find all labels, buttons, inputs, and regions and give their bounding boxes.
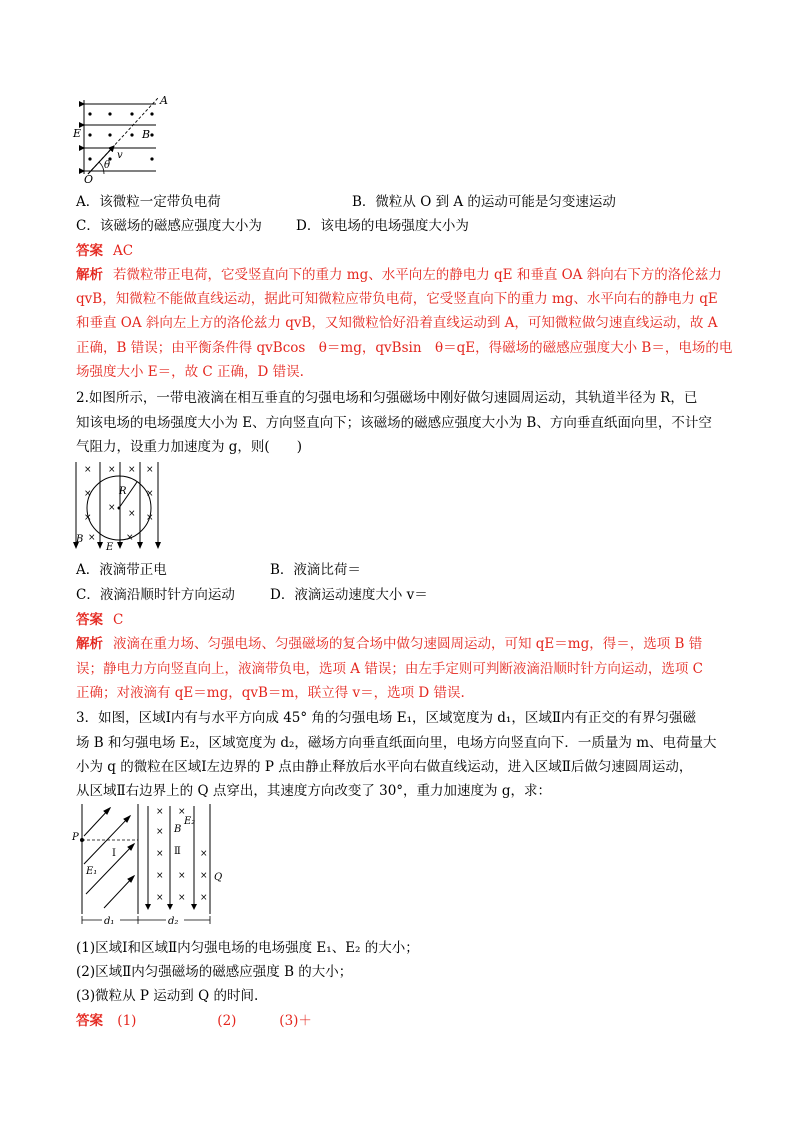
label-R: R: [119, 486, 127, 497]
answer-value: AC: [113, 243, 134, 259]
label-B: B: [76, 534, 84, 545]
q1-analysis-line-3: 和垂直 OA 斜向左上方的洛伦兹力 qvB，又知微粒恰好沿着直线运动到 A，可知微粒做匀速直线运动，故 A: [76, 315, 718, 331]
q1-answer: [76, 241, 133, 261]
answer-part-2: (2): [217, 1013, 237, 1029]
figure-2: [70, 458, 170, 554]
cross-mark: ×: [156, 807, 164, 817]
figure-1: [70, 92, 180, 184]
cross-mark: ×: [146, 465, 154, 475]
label-B: B: [142, 128, 151, 141]
figure-3: [70, 802, 230, 930]
q1-option-b: B．微粒从 O 到 A 的运动可能是匀变速运动: [352, 194, 616, 210]
q2-option-d: D．液滴运动速度大小 v＝: [270, 587, 428, 603]
q1-analysis-line-5: 场强度大小 E＝，故 C 正确，D 错误.: [76, 364, 304, 380]
analysis-label: 解析: [76, 636, 103, 652]
q3-sub-3: (3)微粒从 P 运动到 Q 的时间.: [76, 988, 259, 1004]
analysis-label: 解析: [76, 267, 103, 283]
cross-mark: ×: [178, 871, 186, 881]
cross-mark: ×: [178, 893, 186, 903]
label-I: Ⅰ: [112, 848, 116, 859]
cross-mark: ×: [156, 871, 164, 881]
cross-mark: ×: [128, 465, 136, 475]
label-E: E: [73, 127, 82, 140]
q2-stem-line-2: 知该电场的电场强度大小为 E、方向竖直向下；该磁场的磁感应强度大小为 B、方向垂直纸面向里，不计空: [76, 415, 712, 431]
cross-mark: ×: [156, 849, 164, 859]
q2-stem-line-3: 气阻力，设重力加速度为 g，则( ): [76, 439, 302, 455]
cross-mark: ×: [200, 871, 208, 881]
cross-mark: ×: [108, 503, 116, 513]
cross-mark: ×: [200, 849, 208, 859]
cross-mark: ×: [84, 489, 92, 499]
answer-part-3: (3)＋: [279, 1013, 312, 1029]
answer-label: 答案: [76, 243, 103, 259]
q1-analysis-line-1: 解析 若微粒带正电荷，它受竖直向下的重力 mg、水平向左的静电力 qE 和垂直 OA 斜向右下方的洛伦兹力: [76, 267, 722, 283]
cross-mark: ×: [178, 807, 186, 817]
q1-option-d: D．该电场的电场强度大小为: [296, 218, 469, 234]
q2-analysis-line-1: 解析 液滴在重力场、匀强电场、匀强磁场的复合场中做匀速圆周运动，可知 qE＝mg，得＝，选项 B 错: [76, 636, 703, 652]
answer-label: 答案: [76, 612, 103, 628]
q1-option-c: C．该磁场的磁感应强度大小为: [76, 218, 262, 234]
cross-mark: ×: [128, 509, 136, 519]
q3-stem-line-2: 场 B 和匀强电场 E₂，区域宽度为 d₂，磁场方向垂直纸面向里，电场方向竖直向下．一质量为 m、电荷量大: [76, 735, 717, 751]
label-O: O: [84, 173, 94, 184]
label-E2: E₂: [184, 816, 196, 827]
q3-answer: [76, 1011, 312, 1031]
label-P: P: [72, 832, 79, 843]
q2-analysis-line-2: 误；静电力方向竖直向上，液滴带负电，选项 A 错误；由左手定则可判断液滴沿顺时针方向运动，选项 C: [76, 661, 703, 677]
q3-stem-line-4: 从区域Ⅱ右边界上的 Q 点穿出，其速度方向改变了 30°，重力加速度为 g，求：: [76, 783, 551, 799]
label-II: Ⅱ: [174, 846, 181, 857]
q1-analysis-line-2: qvB，知微粒不能做直线运动，据此可知微粒应带负电荷，它受竖直向下的重力 mg、水平向右的静电力 qE: [76, 291, 718, 307]
cross-mark: ×: [156, 893, 164, 903]
cross-mark: ×: [84, 513, 92, 523]
cross-mark: ×: [88, 533, 96, 543]
q1-analysis-line-4: 正确，B 错误；由平衡条件得 qvBcos θ＝mg，qvBsin θ＝qE，得磁场的磁感应强度大小 B＝，电场的电: [76, 340, 733, 356]
label-E1: E₁: [86, 866, 98, 877]
answer-value: C: [113, 612, 124, 628]
q2-option-a: A．液滴带正电: [76, 562, 167, 578]
label-Q: Q: [214, 872, 223, 883]
label-E: E: [106, 542, 114, 553]
label-d1: d₁: [104, 916, 115, 927]
answer-part-1: (1): [117, 1013, 137, 1029]
cross-mark: ×: [146, 489, 154, 499]
q1-option-a: A．该微粒一定带负电荷: [76, 194, 221, 210]
cross-mark: ×: [126, 533, 134, 543]
answer-label: 答案: [76, 1013, 103, 1029]
q2-option-b: B．液滴比荷＝: [270, 562, 361, 578]
cross-mark: ×: [200, 893, 208, 903]
q3-stem-line-1: 3．如图，区域Ⅰ内有与水平方向成 45° 角的匀强电场 E₁，区域宽度为 d₁，区域Ⅱ内有正交的有界匀强磁: [76, 710, 697, 726]
cross-mark: ×: [156, 827, 164, 837]
q3-sub-2: (2)区域Ⅱ内匀强磁场的磁感应强度 B 的大小；: [76, 964, 353, 980]
q2-answer: [76, 610, 123, 630]
q3-stem-line-3: 小为 q 的微粒在区域Ⅰ左边界的 P 点由静止释放后水平向右做直线运动，进入区域Ⅱ后做匀速圆周运动，: [76, 759, 693, 775]
q2-option-c: C．液滴沿顺时针方向运动: [76, 587, 235, 603]
label-theta: θ: [104, 160, 111, 171]
label-d2: d₂: [168, 916, 179, 927]
q3-sub-1: (1)区域Ⅰ和区域Ⅱ内匀强电场的电场强度 E₁、E₂ 的大小；: [76, 940, 419, 956]
cross-mark: ×: [84, 465, 92, 475]
label-B: B: [174, 824, 182, 835]
q2-analysis-line-3: 正确；对液滴有 qE＝mg，qvB＝m，联立得 v＝，选项 D 错误.: [76, 685, 465, 701]
cross-mark: ×: [108, 465, 116, 475]
label-v: v: [117, 150, 123, 161]
label-A: A: [160, 94, 168, 107]
q2-stem-line-1: 2.如图所示，一带电液滴在相互垂直的匀强电场和匀强磁场中刚好做匀速圆周运动，其轨道半径为 R，已: [76, 390, 698, 406]
cross-mark: ×: [146, 513, 154, 523]
